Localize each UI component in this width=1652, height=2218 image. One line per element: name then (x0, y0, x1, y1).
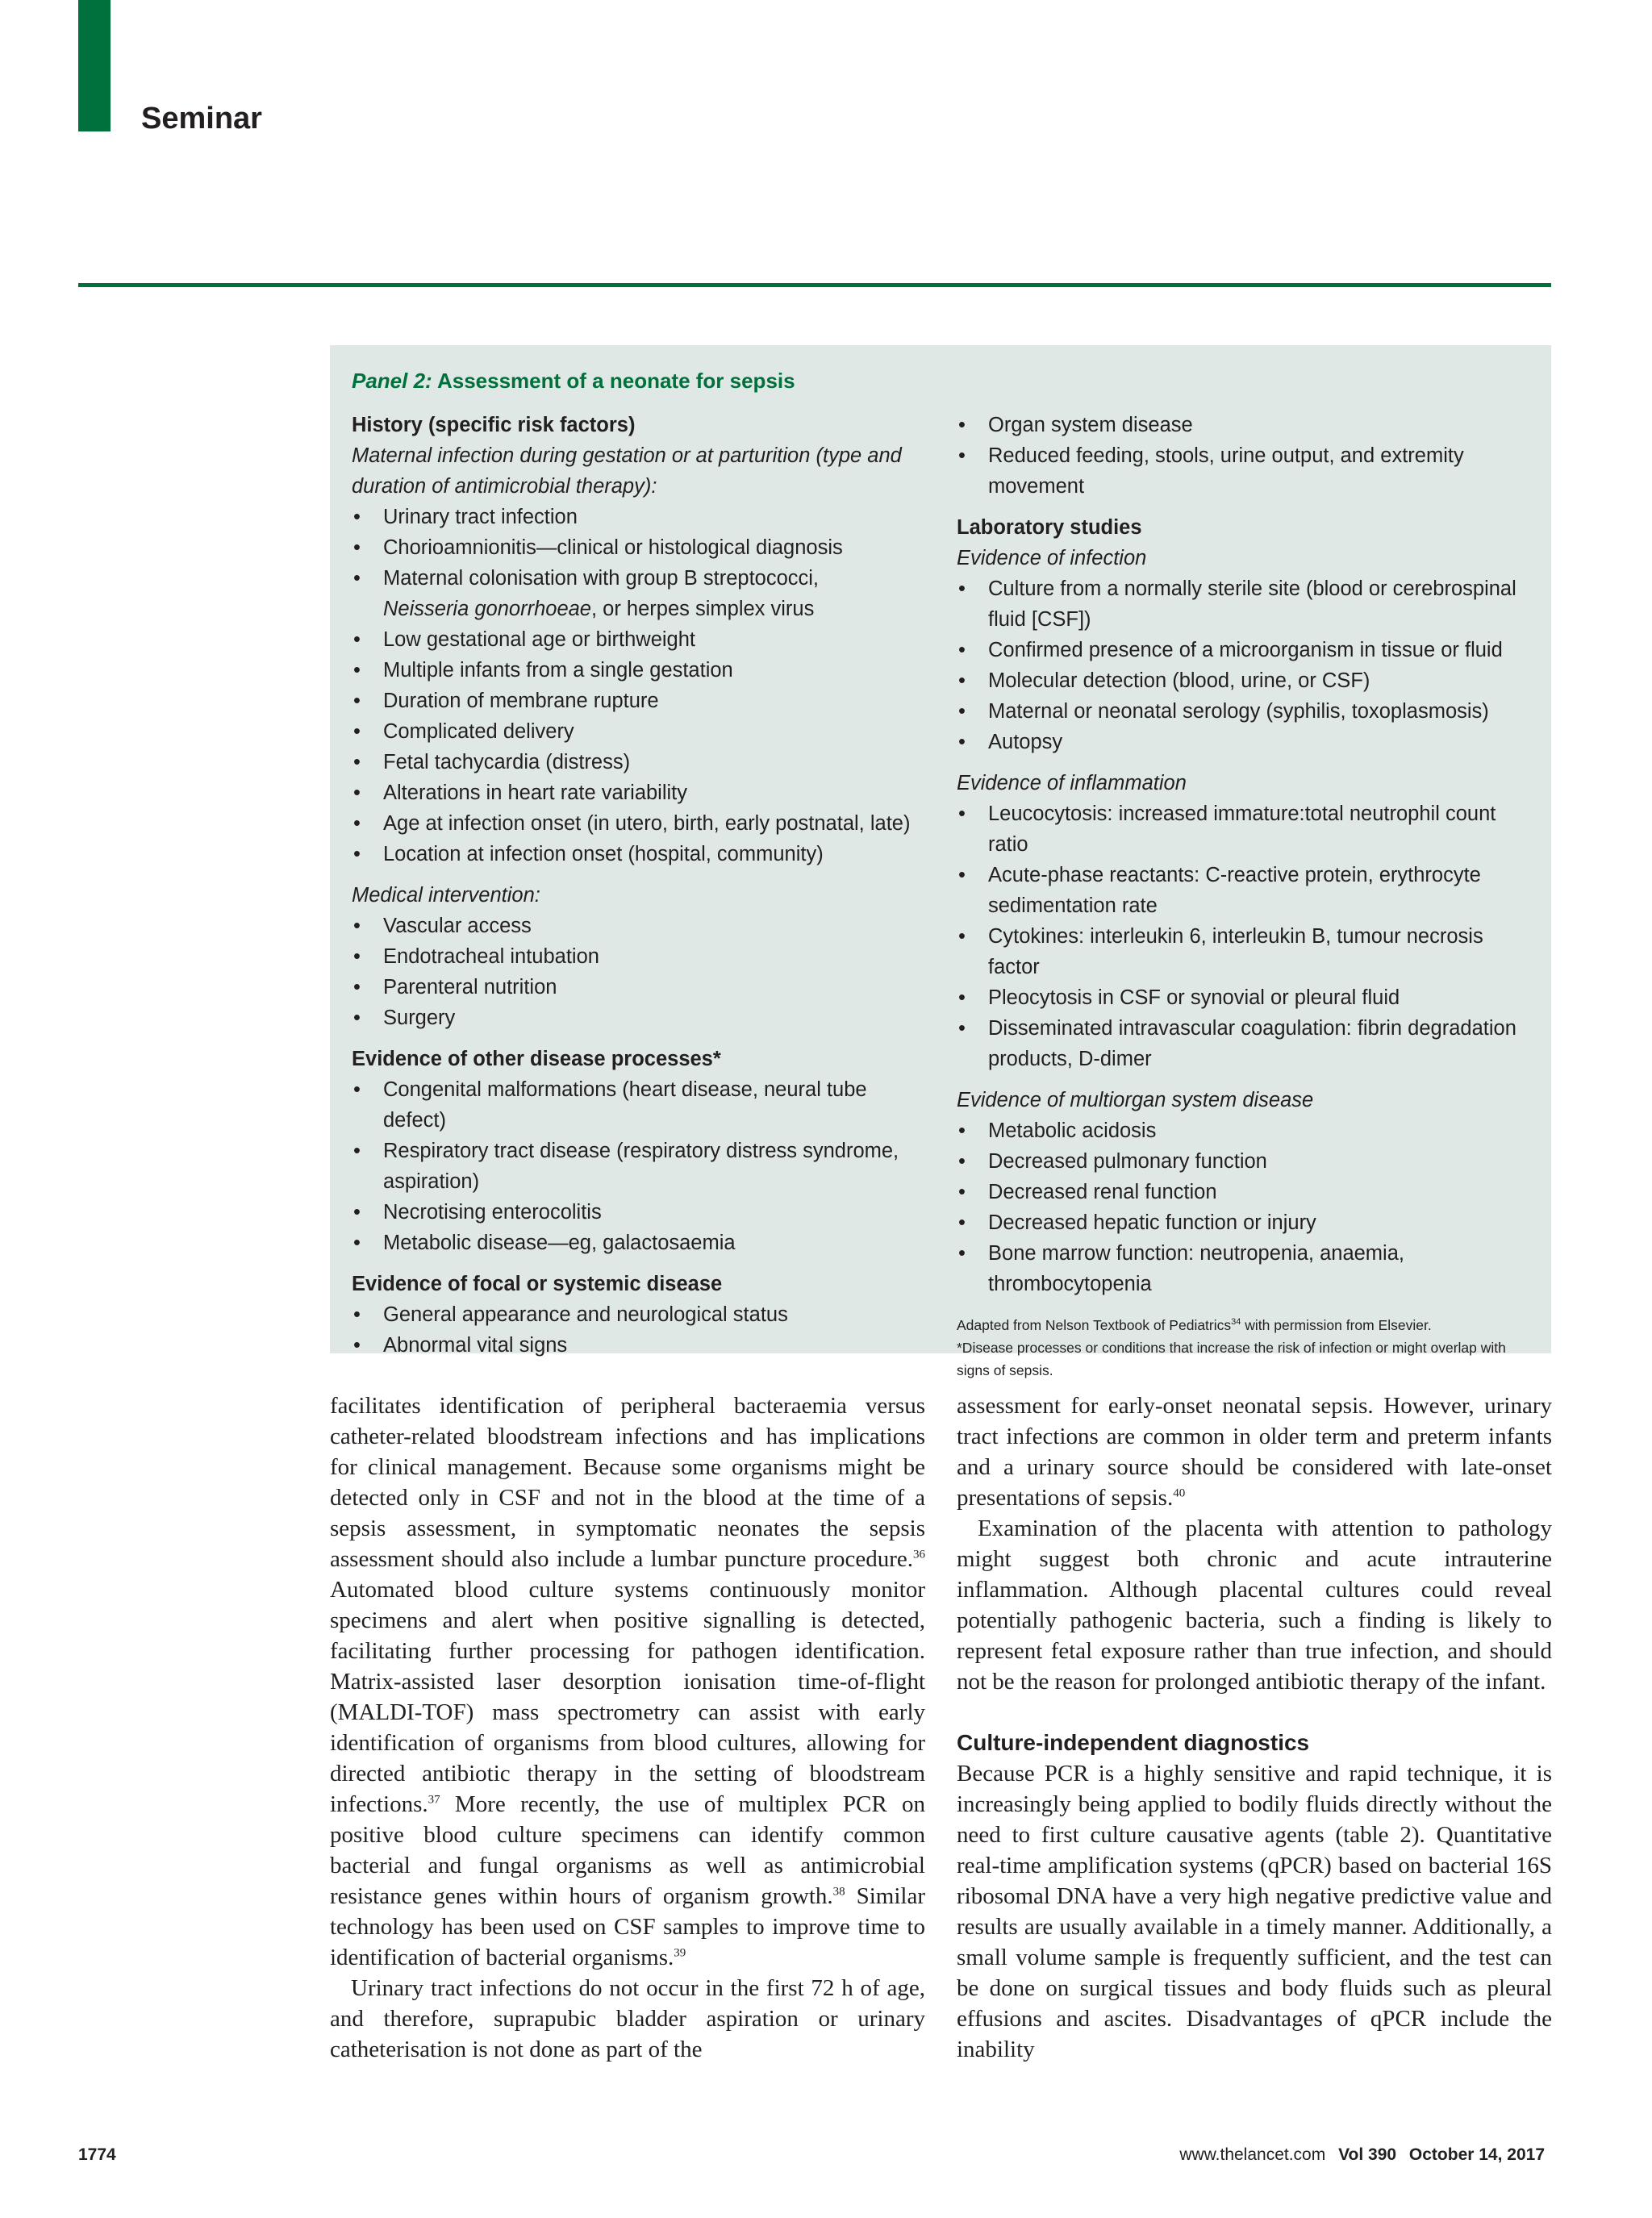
header-rule (78, 283, 1551, 287)
reference-marker: 40 (1173, 1486, 1186, 1500)
panel-label: Panel 2: (352, 369, 432, 393)
multiorgan-evidence-heading: Evidence of multiorgan system disease (957, 1089, 1314, 1111)
history-heading: History (specific risk factors) (352, 414, 636, 436)
page-number: 1774 (78, 2145, 116, 2164)
inflammation-evidence-heading: Evidence of inflammation (957, 772, 1187, 794)
infection-evidence-heading: Evidence of infection (957, 547, 1147, 569)
reference-marker: 39 (674, 1946, 686, 1960)
lab-studies-heading: Laboratory studies (957, 516, 1142, 539)
list-item: • Disseminated intravascular coagulation: fibrin degradation products, D-dimer (958, 1017, 1516, 1070)
multiorgan-evidence-list (957, 1115, 1537, 1299)
list-item: • Molecular detection (blood, urine, or CSF) (958, 669, 1370, 692)
reference-marker: 38 (832, 1885, 845, 1899)
reference-marker: 37 (428, 1793, 440, 1807)
list-item: • Decreased pulmonary function (958, 1150, 1267, 1173)
history-list (352, 502, 932, 869)
medical-intervention-heading: Medical intervention: (352, 884, 540, 907)
list-item: • Vascular access (353, 915, 532, 937)
list-item: • Abnormal vital signs (353, 1334, 568, 1357)
adapted-footnote: Adapted from Nelson Textbook of Pediatrics$^{34}$ with permission from Elsevier. (957, 1316, 1432, 1333)
panel-right-column (957, 410, 1537, 1382)
list-item: • Organ system disease (958, 414, 1193, 436)
body-left-column (330, 1390, 925, 2065)
list-item: • Autopsy (958, 731, 1063, 753)
list-item: • Low gestational age or birthweight (353, 628, 695, 651)
panel-left-column (352, 410, 932, 1361)
list-item: • Urinary tract infection (353, 506, 578, 528)
focal-disease-list (352, 1299, 932, 1361)
list-item: • Congenital malformations (heart disease, neural tube defect) (353, 1078, 867, 1132)
list-item: • Fetal tachycardia (distress) (353, 751, 631, 773)
section-accent-bar (78, 0, 111, 131)
list-item: • Metabolic acidosis (958, 1119, 1157, 1142)
panel-box (330, 345, 1551, 1378)
list-item: • General appearance and neurological status (353, 1303, 788, 1326)
inflammation-evidence-list (957, 798, 1537, 1074)
body-right-column (957, 1390, 1552, 2065)
journal-footer (1179, 2145, 1545, 2165)
list-item: • Parenteral nutrition (353, 976, 557, 999)
list-item: • Pleocytosis in CSF or synovial or pleural fluid (958, 986, 1400, 1009)
body-paragraph: Urinary tract infections do not occur in the first 72 h of age, and therefore, suprapubic bladder aspiration or urinary catheterisation is not done as part of the (330, 1975, 925, 2062)
list-item: • Culture from a normally sterile site (blood or cerebrospinal fluid [CSF]) (958, 577, 1516, 631)
panel-footnotes (957, 1311, 1537, 1382)
list-item: • Metabolic disease—eg, galactosaemia (353, 1232, 736, 1254)
list-item: • Maternal or neonatal serology (syphilis, toxoplasmosis) (958, 700, 1489, 723)
list-item: • Acute-phase reactants: C-reactive protein, erythrocyte sedimentation rate (958, 864, 1481, 917)
organism-name: Neisseria gonorrhoeae (383, 598, 591, 620)
disease-footnote: *Disease processes or conditions that increase the risk of infection or might overlap with signs of sepsis. (957, 1339, 1506, 1378)
journal-volume: Vol 390 (1338, 2145, 1397, 2164)
journal-url: www.thelancet.com (1179, 2145, 1326, 2164)
list-item: • Decreased renal function (958, 1181, 1217, 1203)
list-item: • Surgery (353, 1007, 456, 1029)
list-item: • Chorioamnionitis—clinical or histological diagnosis (353, 536, 843, 559)
body-paragraph: Examination of the placenta with attention to pathology might suggest both chronic and acute intrauterine inflammation. Although placental cultures could reveal potentially pathogenic bacteria, such a finding is likely to represent fetal exposure rather than true infection, and should not be the reason for prolonged antibiotic therapy of the infant. (957, 1515, 1552, 1695)
list-item: • Decreased hepatic function or injury (958, 1211, 1316, 1234)
body-paragraph: Because PCR is a highly sensitive and rapid technique, it is increasingly being applied to bodily fluids directly without the need to first culture causative agents (table 2). Quantitative real-time amplification systems (qPCR) based on bacterial 16S ribosomal DNA have a very high negative predictive value and results are usually available in a timely manner. Additionally, a small volume sample is frequently sufficient, and the test can be done on surgical tissues and body fluids such as pleural effusions and ascites. Disadvantages of qPCR include the inability (957, 1761, 1552, 2062)
other-disease-list (352, 1074, 932, 1258)
other-disease-heading: Evidence of other disease processes* (352, 1048, 721, 1070)
body-paragraph: assessment for early-onset neonatal sepsis. However, urinary tract infections are common in older term and preterm infants and a urinary source should be considered with late-onset presentations of sepsis.$^{40}$ (957, 1393, 1552, 1511)
panel-title (352, 365, 1529, 397)
list-item: • Bone marrow function: neutropenia, anaemia, thrombocytopenia (958, 1242, 1404, 1295)
list-item: • Necrotising enterocolitis (353, 1201, 602, 1224)
panel-title-text: Assessment of a neonate for sepsis (436, 369, 795, 393)
body-paragraph: facilitates identification of peripheral bacteraemia versus catheter-related bloodstream infections and has implications for clinical management. Because some organisms might be detected only in CSF and not in the blood at the time of a sepsis assessment, in symptomatic neonates the sepsis assessment should also include a lumbar puncture procedure.$^{36}$ Automated blood culture systems continuously monitor specimens and alert when positive signalling is detected, facilitating further processing for pathogen identification. Matrix-assisted laser desorption ionisation time-of-flight (MALDI-TOF) mass spectrometry can assist with early identification of organisms from blood cultures, allowing for directed antibiotic therapy in the setting of bloodstream infections.$^{37}$ More recently, the use of multiplex PCR on positive blood culture specimens can identify common bacterial and fungal organisms as well as antimicrobial resistance genes within hours of organism growth.$^{38}$ Similar technology has been used on CSF samples to improve time to identification of bacterial organisms.$^{39}$ (330, 1393, 926, 1970)
list-item: • Cytokines: interleukin 6, interleukin B, tumour necrosis factor (958, 925, 1483, 978)
issue-date: October 14, 2017 (1408, 2145, 1545, 2164)
focal-disease-heading: Evidence of focal or systemic disease (352, 1273, 723, 1295)
list-item: • Endotracheal intubation (353, 945, 599, 968)
infection-evidence-list (957, 573, 1537, 757)
medical-intervention-list (352, 911, 932, 1033)
section-label: Seminar (141, 102, 262, 135)
list-item: • Age at infection onset (in utero, birth, early postnatal, late) (353, 812, 911, 835)
list-item: • Alterations in heart rate variability (353, 782, 688, 804)
section-heading: Culture-independent diagnostics (957, 1730, 1310, 1755)
list-item: • Reduced feeding, stools, urine output, and extremity movement (958, 444, 1464, 498)
list-item: • Leucocytosis: increased immature:total neutrophil count ratio (958, 803, 1496, 856)
maternal-infection-heading: Maternal infection during gestation or at parturition (type and duration of antimicrobial therapy): (352, 444, 902, 498)
list-item: • Duration of membrane rupture (353, 690, 659, 712)
list-item: • Complicated delivery (353, 720, 574, 743)
list-item: • Confirmed presence of a microorganism in tissue or fluid (958, 639, 1503, 661)
reference-marker: 36 (913, 1548, 925, 1561)
list-item: • Multiple infants from a single gestation (353, 659, 733, 682)
focal-disease-list-continued (957, 410, 1537, 502)
list-item: • Location at infection onset (hospital, community) (353, 843, 824, 865)
list-item: • Maternal colonisation with group B streptococci, Neisseria gonorrhoeae, or herpes simplex virus (353, 567, 820, 620)
list-item: • Respiratory tract disease (respiratory distress syndrome, aspiration) (353, 1140, 899, 1193)
